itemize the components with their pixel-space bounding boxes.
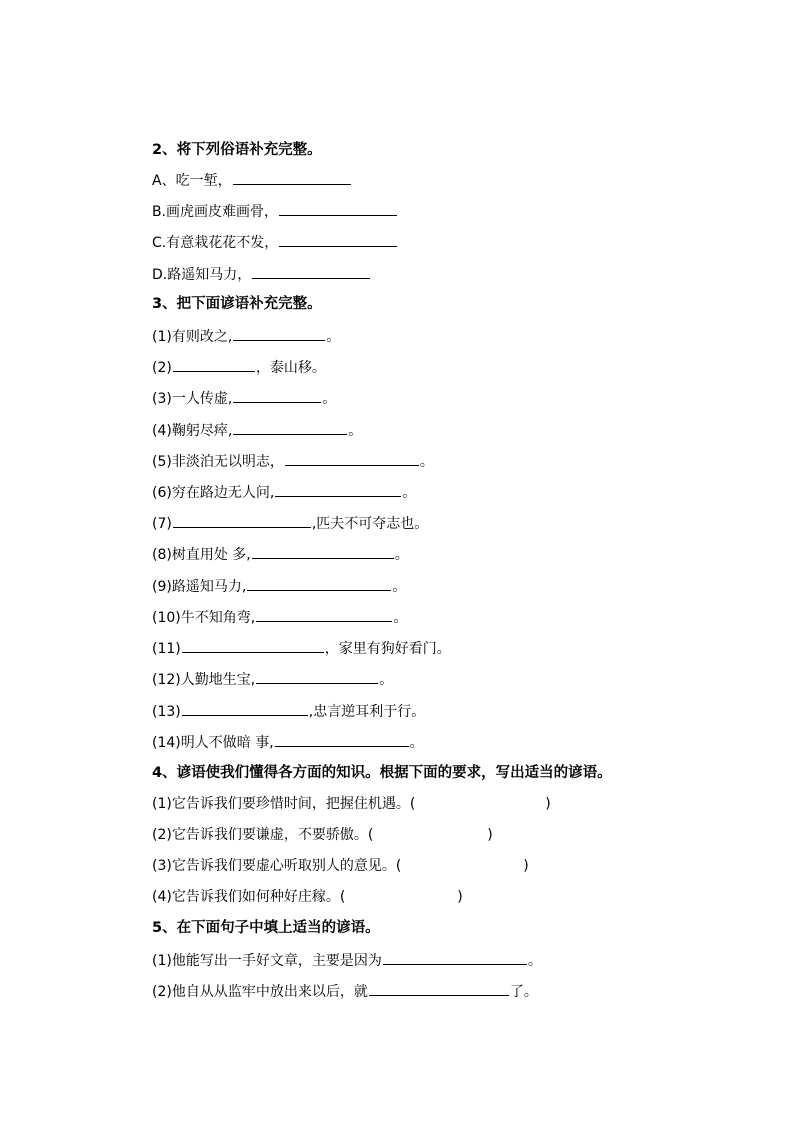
section-3-title: 3、把下面谚语补充完整。: [152, 296, 322, 312]
s2-item-a: [152, 169, 352, 191]
answer-blank[interactable]: [275, 731, 409, 747]
s3-item: [152, 700, 425, 722]
s3-item: [152, 668, 393, 690]
answer-blank[interactable]: [275, 481, 401, 497]
s3-item-post: ，泰山移。: [255, 360, 326, 376]
s3-item: [152, 419, 362, 441]
answer-blank[interactable]: [279, 231, 397, 247]
answer-blank[interactable]: [252, 263, 370, 279]
s4-item: [152, 824, 493, 846]
s3-item-pre: (14)明人不做暗 事,: [152, 735, 274, 751]
answer-blank[interactable]: [182, 637, 324, 653]
s3-item-pre: (11): [152, 641, 181, 657]
s4-item-post: ): [545, 796, 551, 812]
s4-item: [152, 793, 551, 815]
answer-blank[interactable]: [369, 980, 509, 996]
s3-item: [152, 606, 407, 628]
s3-item-post: 。: [326, 329, 341, 345]
answer-blank[interactable]: [173, 512, 311, 528]
s3-item-post: 。: [394, 547, 409, 563]
s3-item-post: 。: [402, 485, 417, 501]
s3-item-pre: (1)有则改之,: [152, 329, 233, 345]
answer-blank[interactable]: [173, 356, 255, 372]
s4-item-pre: (1)它告诉我们要珍惜时间，把握住机遇。(: [152, 796, 416, 812]
answer-blank[interactable]: [233, 325, 325, 341]
answer-blank[interactable]: [279, 200, 397, 216]
s2-item-b-text: B.画虎画皮难画骨，: [152, 204, 279, 220]
s3-item-pre: (9)路遥知马力,: [152, 579, 247, 595]
s3-item-post: ，家里有狗好看门。: [324, 641, 451, 657]
s3-item-post: ,忠言逆耳利于行。: [308, 704, 426, 720]
s2-item-c: [152, 231, 398, 253]
s2-item-a-text: A、吃一堑，: [152, 173, 232, 189]
s5-item-pre: (1)他能写出一手好文章，主要是因为: [152, 953, 382, 969]
answer-blank[interactable]: [285, 450, 419, 466]
s5-item-pre: (2)他自从从监牢中放出来以后，就: [152, 984, 368, 1000]
s4-item-post: ): [457, 889, 463, 905]
s3-item: [152, 637, 451, 659]
s5-item: [152, 949, 542, 971]
s2-item-d: [152, 263, 371, 285]
section-4-title: 4、谚语使我们懂得各方面的知识。根据下面的要求，写出适当的谚语。: [152, 765, 612, 781]
s3-item-pre: (3)一人传虚,: [152, 391, 233, 407]
s2-item-b: [152, 200, 398, 222]
s4-item: [152, 855, 529, 877]
answer-blank[interactable]: [233, 419, 347, 435]
answer-blank[interactable]: [383, 949, 527, 965]
s3-item: [152, 543, 409, 565]
s3-item-pre: (5)非淡泊无以明志，: [152, 454, 284, 470]
answer-blank[interactable]: [233, 169, 351, 185]
s3-item-post: 。: [392, 579, 407, 595]
s3-item-post: 。: [379, 672, 394, 688]
section-5-title: 5、在下面句子中填上适当的谚语。: [152, 920, 380, 936]
section-2-title: 2、将下列俗语补充完整。: [152, 142, 322, 158]
s3-item: [152, 325, 340, 347]
s3-item-pre: (4)鞠躬尽瘁,: [152, 423, 233, 439]
s3-item-post: 。: [322, 391, 337, 407]
s3-item: [152, 387, 336, 409]
s4-item-pre: (3)它告诉我们要虚心听取别人的意见。(: [152, 858, 402, 874]
s3-item-pre: (12)人勤地生宝,: [152, 672, 256, 688]
s3-item: [152, 512, 428, 534]
s3-item-post: 。: [348, 423, 363, 439]
answer-blank[interactable]: [256, 668, 378, 684]
s4-item-pre: (4)它告诉我们如何种好庄稼。(: [152, 889, 346, 905]
answer-blank[interactable]: [247, 575, 391, 591]
answer-blank[interactable]: [252, 543, 394, 559]
answer-blank[interactable]: [182, 700, 308, 716]
s3-item-pre: (13): [152, 704, 181, 720]
answer-blank[interactable]: [256, 606, 392, 622]
s5-item-post: 了。: [509, 984, 538, 1000]
s3-item-post: 。: [419, 454, 434, 470]
s3-item-pre: (6)穷在路边无人问,: [152, 485, 275, 501]
s3-item-pre: (2): [152, 360, 172, 376]
s3-item: [152, 450, 434, 472]
s4-item-post: ): [523, 858, 529, 874]
s3-item-post: 。: [393, 610, 408, 626]
s3-item: [152, 731, 424, 753]
s3-item: [152, 356, 326, 378]
s4-item-pre: (2)它告诉我们要谦虚，不要骄傲。(: [152, 827, 374, 843]
s3-item: [152, 575, 406, 597]
s3-item-post: ,匹夫不可夺志也。: [311, 516, 429, 532]
s2-item-c-text: C.有意栽花花不发，: [152, 235, 279, 251]
s4-item-post: ): [487, 827, 493, 843]
s3-item-post: 。: [409, 735, 424, 751]
s3-item-pre: (8)树直用处 多,: [152, 547, 251, 563]
s2-item-d-text: D.路遥知马力，: [152, 267, 252, 283]
s3-item-pre: (10)牛不知角弯,: [152, 610, 256, 626]
s3-item: [152, 481, 416, 503]
s5-item: [152, 980, 538, 1002]
answer-blank[interactable]: [233, 387, 321, 403]
s5-item-post: 。: [527, 953, 542, 969]
s4-item: [152, 886, 463, 908]
s3-item-pre: (7): [152, 516, 172, 532]
